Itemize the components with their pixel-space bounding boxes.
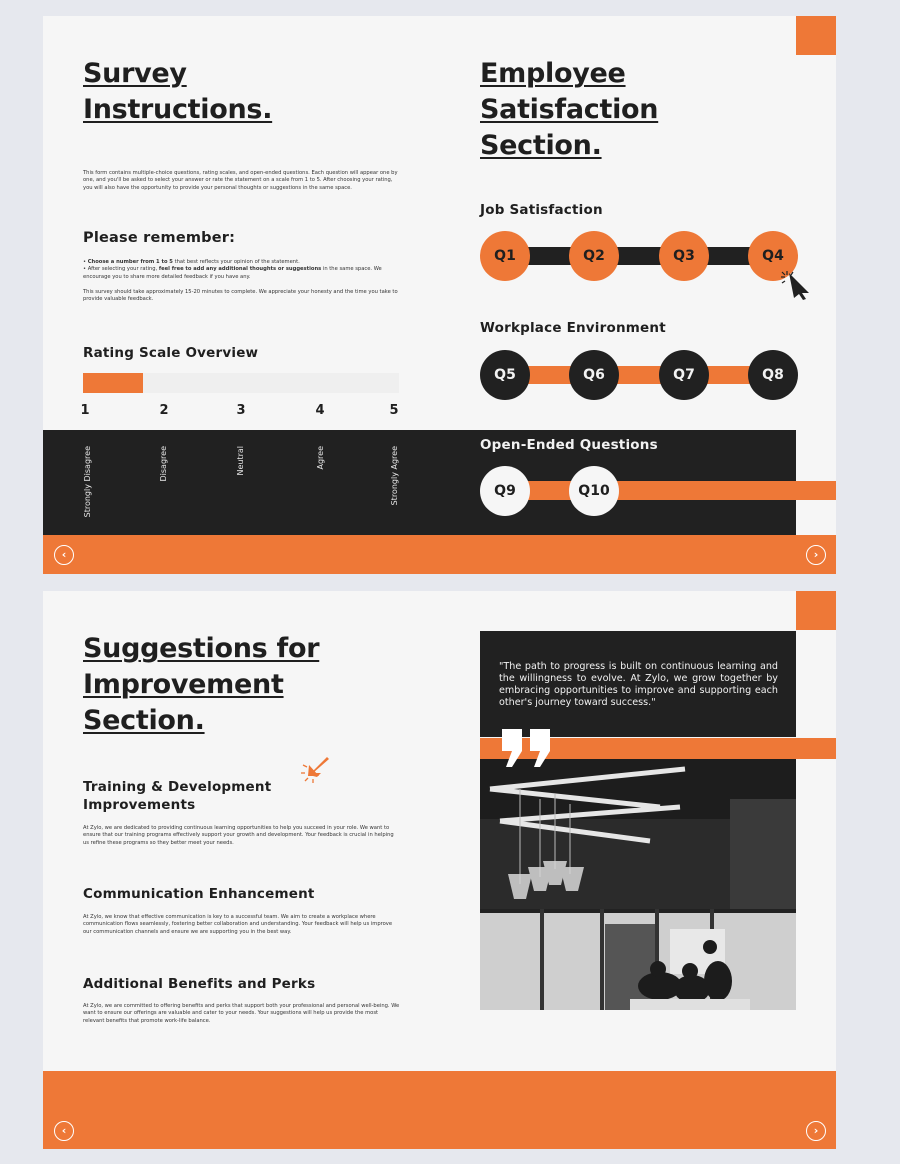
training-title-line: Improvements <box>83 797 196 813</box>
suggestions-title <box>83 631 319 739</box>
open-connector <box>503 481 836 500</box>
suggestions-title-line: Suggestions for <box>83 633 320 664</box>
question-button-q6[interactable]: Q6 <box>569 350 619 400</box>
rating-progress-fill <box>83 373 143 393</box>
question-button-q1[interactable]: Q1 <box>480 231 530 281</box>
rating-number: 2 <box>159 403 169 418</box>
quote-mark-icon <box>500 729 556 769</box>
rating-number: 5 <box>389 403 399 418</box>
survey-page-2 <box>43 591 836 1149</box>
next-arrow-icon[interactable]: › <box>806 545 826 565</box>
workplace-title: Workplace Environment <box>480 320 666 336</box>
rating-label: Neutral <box>236 446 245 476</box>
remember-item-1: • Choose a number from 1 to 5 that best reflects your opinion of the statement. <box>83 259 300 265</box>
page-1-footer <box>43 535 836 574</box>
satisfaction-title <box>480 56 658 164</box>
corner-accent <box>796 16 836 55</box>
instructions-title <box>83 56 272 128</box>
rating-number: 3 <box>236 403 246 418</box>
cursor-arrow-icon <box>299 751 335 785</box>
satisfaction-title-line: Section. <box>480 130 602 161</box>
rating-progress-bar <box>83 373 399 393</box>
remember-item-1-rest: that best reflects your opinion of the statement. <box>172 259 300 265</box>
remember-item-2-pre: After selecting your rating, <box>87 266 159 273</box>
question-button-q8[interactable]: Q8 <box>748 350 798 400</box>
cursor-arrow-icon <box>779 269 815 303</box>
office-photo <box>480 759 796 1010</box>
satisfaction-title-line: Satisfaction <box>480 94 659 125</box>
rating-number: 1 <box>80 403 90 418</box>
remember-item-2-rest: in the same space. We encourage you to share more detailed feedback if you have any. <box>83 266 382 280</box>
rating-title: Rating Scale Overview <box>83 345 259 361</box>
remember-item-2-bold: feel free to add any additional thoughts or suggestions <box>158 266 322 273</box>
survey-page-1 <box>43 16 836 574</box>
open-ended-title: Open-Ended Questions <box>480 437 658 453</box>
remember-item-1-bold: Choose a number from 1 to 5 <box>87 259 173 265</box>
training-title <box>83 778 271 814</box>
question-button-q7[interactable]: Q7 <box>659 350 709 400</box>
corner-accent <box>796 591 836 630</box>
communication-body: At Zylo, we know that effective communication is key to a successful team. We aim to create a workplace where communication flows seamlessly, fostering better collaboration and understanding. Your feedback will help us improve our communication channels and ensure we are supporting you in the best way. <box>83 914 393 935</box>
next-arrow-icon[interactable]: › <box>806 1121 826 1141</box>
benefits-title: Additional Benefits and Perks <box>83 976 316 992</box>
suggestions-title-line: Section. <box>83 705 205 736</box>
question-button-q9[interactable]: Q9 <box>480 466 530 516</box>
page-2-footer <box>43 1071 836 1149</box>
satisfaction-title-line: Employee <box>480 58 626 89</box>
office-photo-illustration <box>480 759 796 1010</box>
job-satisfaction-title: Job Satisfaction <box>480 202 603 218</box>
remember-title: Please remember: <box>83 230 236 246</box>
instructions-title-line: Survey <box>83 58 187 89</box>
remember-note: This survey should take approximately 15-20 minutes to complete. We appreciate your honesty and the time you take to provide valuable feedback. <box>83 288 398 303</box>
remember-item-2: • After selecting your rating, feel free to add any additional thoughts or suggestions in the same space. We encourage you to share more detailed feedback if you have any. <box>83 266 382 280</box>
communication-title: Communication Enhancement <box>83 886 315 902</box>
training-body: At Zylo, we are dedicated to providing continuous learning opportunities to help you succeed in your role. We want to ensure that our training programs effectively support your growth and development. Your feedback is crucial in helping us refine these programs so they better meet your needs. <box>83 825 394 846</box>
question-button-q5[interactable]: Q5 <box>480 350 530 400</box>
remember-list <box>83 259 401 303</box>
question-button-q4[interactable]: Q4 <box>748 231 798 281</box>
suggestions-title-line: Improvement <box>83 669 284 700</box>
instructions-body: This form contains multiple-choice questions, rating scales, and open-ended questions. Each question will appear one by one, and you'll be asked to select your answer or rate the statement on a scale from 1 to 5. After choosing your rating, you will also have the opportunity to provide your personal thoughts or suggestions in the same space. <box>83 170 398 191</box>
question-button-q10[interactable]: Q10 <box>569 466 619 516</box>
benefits-body: At Zylo, we are committed to offering benefits and perks that support both your professional and personal well-being. We want to ensure our offerings are valuable and cater to your needs. Your suggestions will help us provide the most relevant benefits that promote work-life balance. <box>83 1003 400 1024</box>
quote-box <box>480 631 796 737</box>
rating-label: Disagree <box>159 446 168 482</box>
rating-number: 4 <box>315 403 325 418</box>
quote-text: "The path to progress is built on continuous learning and the willingness to evolve. At Zylo, we grow together by embracing opportunities to improve and supporting each other's journey toward success." <box>499 661 778 708</box>
rating-label: Agree <box>316 446 325 470</box>
training-title-line: Training & Development <box>83 779 272 795</box>
rating-label: Strongly Disagree <box>83 446 92 518</box>
prev-arrow-icon[interactable]: ‹ <box>54 545 74 565</box>
question-button-q3[interactable]: Q3 <box>659 231 709 281</box>
instructions-title-line: Instructions. <box>83 94 273 125</box>
rating-label: Strongly Agree <box>390 446 399 506</box>
prev-arrow-icon[interactable]: ‹ <box>54 1121 74 1141</box>
question-button-q2[interactable]: Q2 <box>569 231 619 281</box>
